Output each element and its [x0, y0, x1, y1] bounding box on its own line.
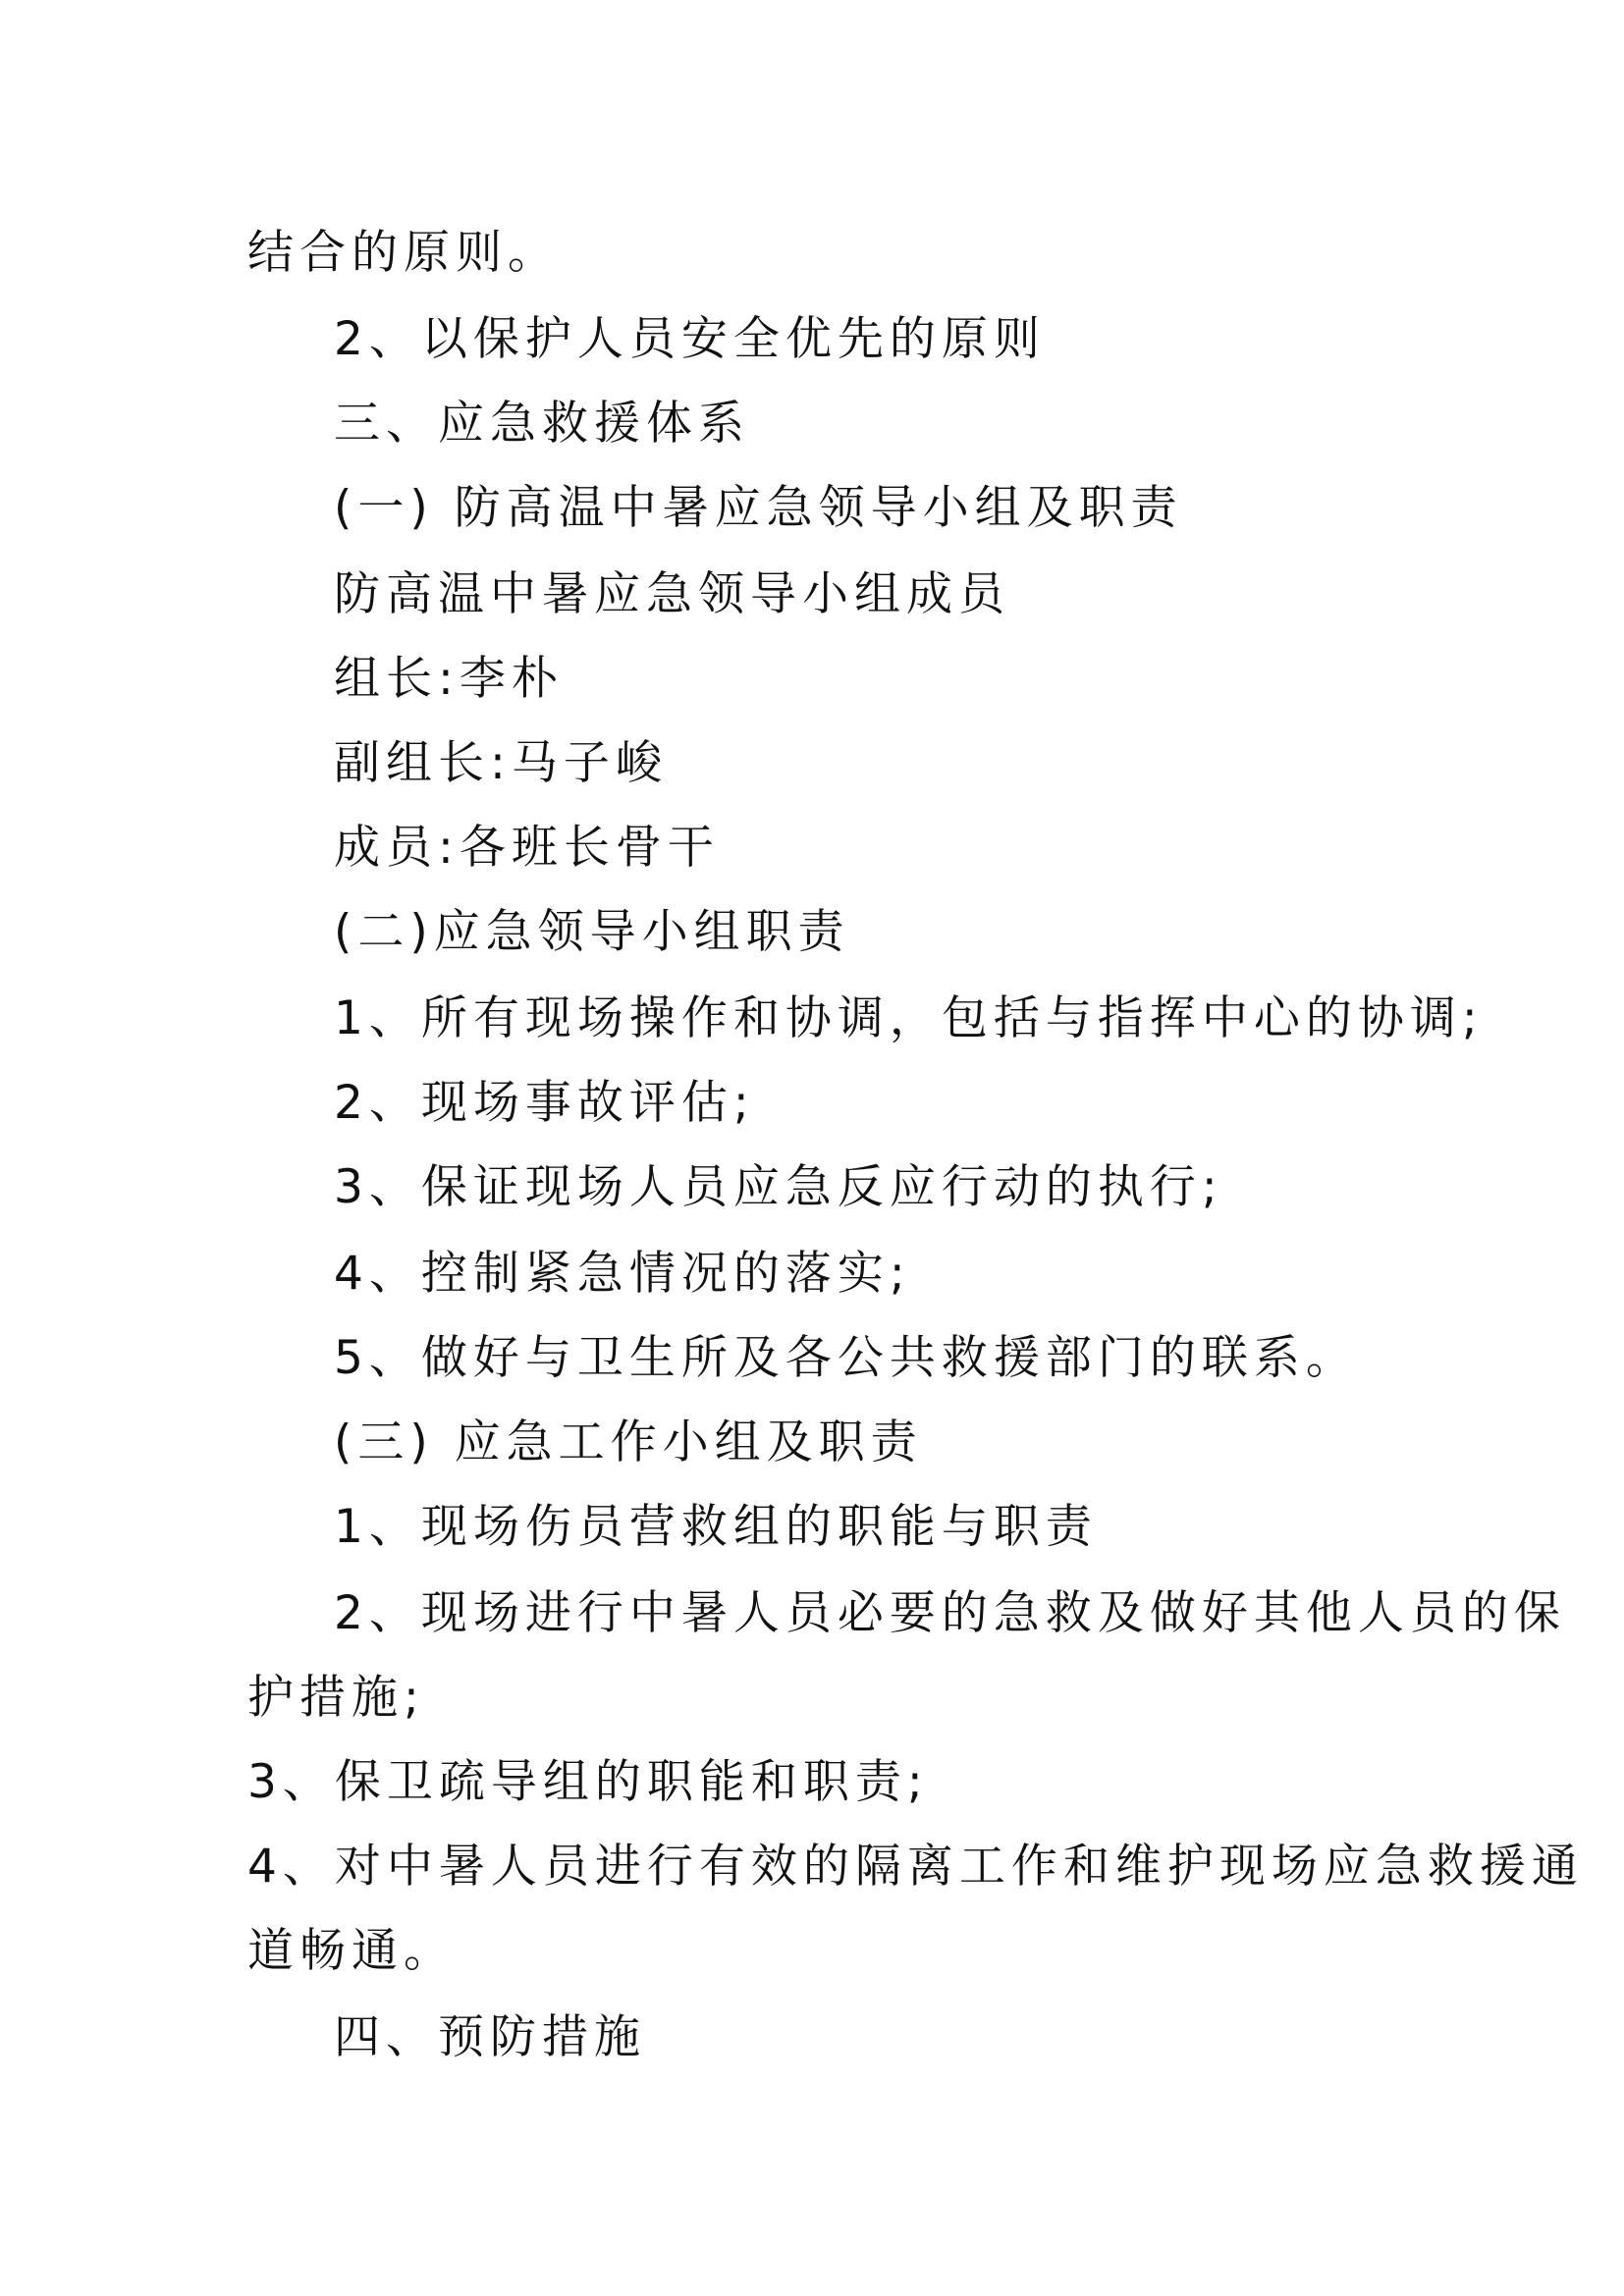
work-item-1: 1、现场伤员营救组的职能与职责	[334, 1500, 1098, 1554]
deputy-group-leader: 副组长:马子峻	[334, 736, 668, 790]
duty-item-1: 1、所有现场操作和协调，包括与指挥中心的协调;	[334, 991, 1484, 1045]
work-item-2: 2、现场进行中暑人员必要的急救及做好其他人员的保	[334, 1586, 1566, 1640]
work-item-3: 3、保卫疏导组的职能和职责;	[247, 1755, 929, 1809]
duty-item-2: 2、现场事故评估;	[334, 1076, 755, 1130]
group-members-title: 防高温中暑应急领导小组成员	[334, 567, 1010, 621]
subsection-heading-2: (二)应急领导小组职责	[334, 905, 850, 959]
group-members: 成员:各班长骨干	[334, 821, 720, 875]
section-heading-4: 四、预防措施	[334, 2010, 646, 2064]
subsection-heading-1: (一) 防高温中暑应急领导小组及职责	[334, 481, 1183, 535]
paragraph-continuation: 结合的原则。	[247, 226, 560, 280]
duty-item-5: 5、做好与卫生所及各公共救援部门的联系。	[334, 1331, 1358, 1385]
subsection-heading-3: (三) 应急工作小组及职责	[334, 1415, 923, 1469]
duty-item-4: 4、控制紧急情况的落实;	[334, 1247, 911, 1301]
group-leader: 组长:李朴	[334, 652, 564, 706]
duty-item-3: 3、保证现场人员应急反应行动的执行;	[334, 1160, 1223, 1214]
section-heading-3: 三、应急救援体系	[334, 397, 750, 451]
work-item-2-continued: 护措施;	[247, 1671, 425, 1725]
principle-item-2: 2、以保护人员安全优先的原则	[334, 312, 1046, 366]
work-item-4-continued: 道畅通。	[247, 1924, 456, 1978]
work-item-4: 4、对中暑人员进行有效的隔离工作和维护现场应急救援通	[247, 1840, 1584, 1894]
